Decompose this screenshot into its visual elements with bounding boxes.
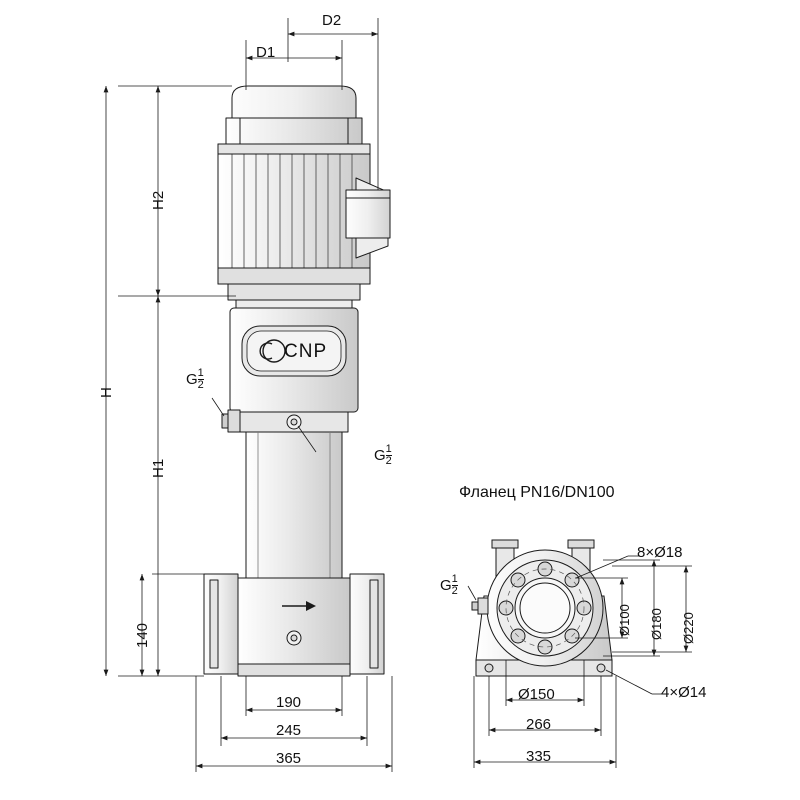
label-140: 140 bbox=[134, 622, 151, 648]
label-4x14: 4×Ø14 bbox=[661, 684, 707, 701]
label-D1: D1 bbox=[256, 44, 276, 61]
thread-left-letter: G bbox=[186, 371, 198, 388]
flange-bottom-view bbox=[472, 540, 612, 676]
flange-thread-num: 1 bbox=[451, 573, 458, 585]
label-266: 266 bbox=[526, 716, 552, 733]
brand-logo-text: CNP bbox=[284, 341, 328, 362]
flange-section-title: Фланец PN16/DN100 bbox=[459, 484, 615, 501]
thread-left-num: 1 bbox=[197, 367, 204, 379]
label-thread-left bbox=[186, 368, 204, 391]
label-190: 190 bbox=[276, 694, 302, 711]
label-flange-thread bbox=[440, 574, 458, 597]
label-8x18: 8×Ø18 bbox=[637, 544, 683, 561]
thread-right-letter: G bbox=[374, 447, 386, 464]
thread-right-num: 1 bbox=[385, 443, 392, 455]
label-d100: Ø100 bbox=[617, 604, 632, 636]
pump-front-view bbox=[204, 86, 390, 676]
label-245: 245 bbox=[276, 722, 302, 739]
label-d180: Ø180 bbox=[649, 608, 664, 640]
label-thread-right bbox=[374, 444, 392, 467]
label-365: 365 bbox=[276, 750, 302, 767]
label-H2: H2 bbox=[150, 190, 167, 210]
flange-thread-letter: G bbox=[440, 577, 452, 594]
label-335: 335 bbox=[526, 748, 552, 765]
flange-thread-den: 2 bbox=[451, 585, 458, 597]
thread-right-den: 2 bbox=[385, 455, 392, 467]
label-H1: H1 bbox=[150, 458, 167, 478]
label-d150: Ø150 bbox=[518, 686, 555, 703]
thread-left-den: 2 bbox=[197, 379, 204, 391]
label-D2: D2 bbox=[322, 12, 342, 29]
label-H: H bbox=[98, 387, 115, 398]
label-d220: Ø220 bbox=[681, 612, 696, 644]
